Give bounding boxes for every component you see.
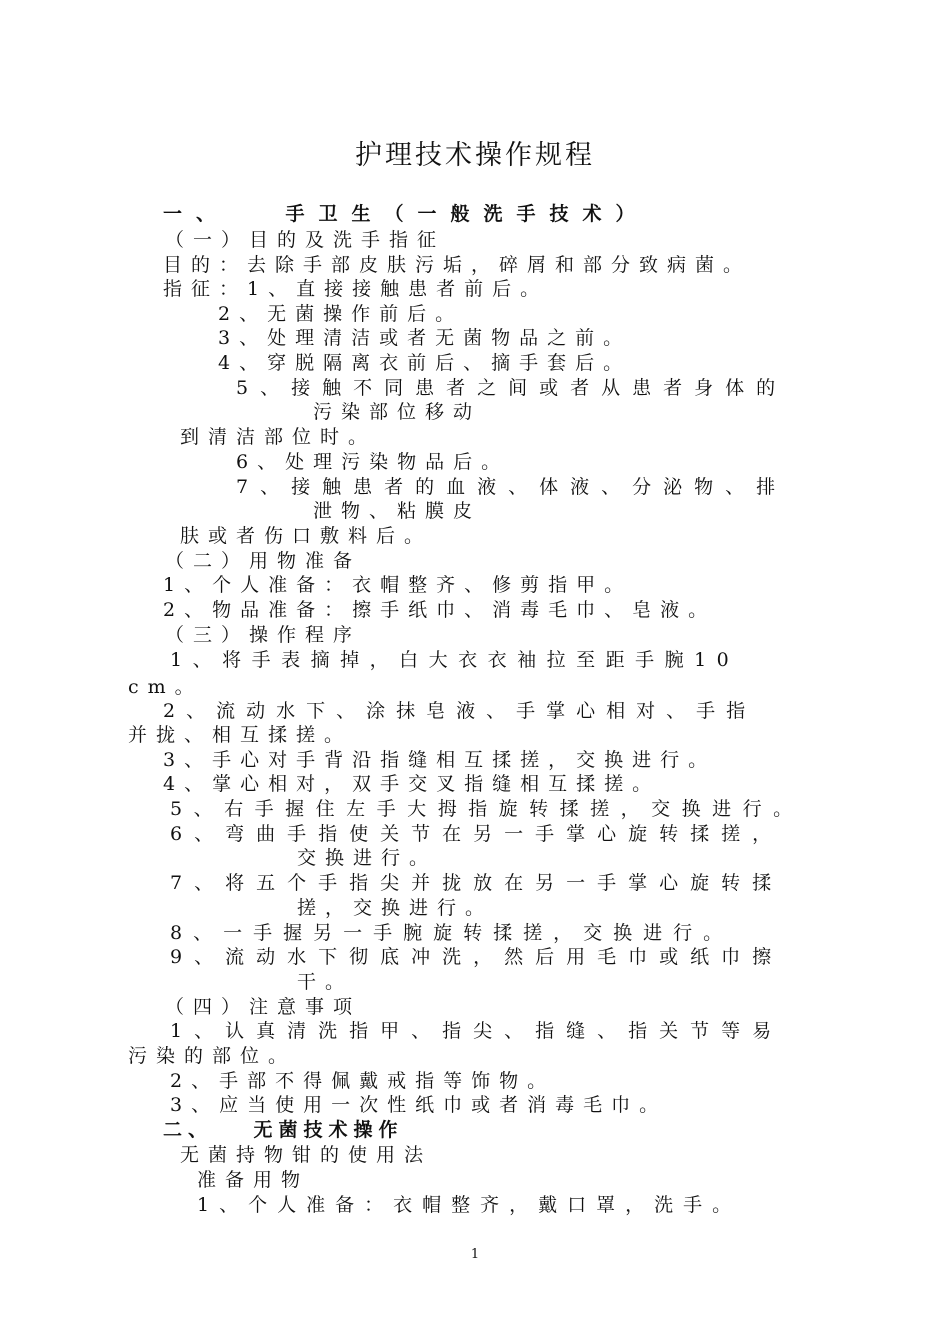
text-line: 污染部位移动 — [313, 401, 482, 423]
text-line: 准备用物 — [197, 1169, 310, 1191]
text-line: 肤或者伤口敷料后。 — [180, 525, 433, 547]
section-heading-1: 一、 手卫生（一般洗手技术） — [163, 203, 649, 225]
text-line: 4、掌心相对，双手交叉指缝相互揉搓。 — [163, 773, 661, 795]
text-line: 交换进行。 — [297, 847, 438, 869]
page-number: 1 — [470, 1247, 480, 1262]
text-line: 泄物、粘膜皮 — [313, 500, 482, 522]
text-line: 1、将手表摘掉，白大衣衣袖拉至距手腕10 — [170, 649, 740, 671]
text-line: 搓，交换进行。 — [297, 897, 494, 919]
text-line: 5、接触不同患者之间或者从患者身体的 — [236, 377, 788, 399]
text-line: 无菌持物钳的使用法 — [180, 1144, 433, 1166]
text-line: 6、处理污染物品后。 — [236, 451, 510, 473]
subsection-heading: （三）操作程序 — [165, 624, 362, 646]
subsection-heading: （一）目的及洗手指征 — [165, 229, 446, 251]
subsection-heading: （四）注意事项 — [165, 996, 362, 1018]
text-line: 并拢、相互揉搓。 — [128, 724, 353, 746]
text-line: 指征：1、直接接触患者前后。 — [163, 278, 549, 300]
text-line: 3、处理清洁或者无菌物品之前。 — [218, 327, 632, 349]
text-line: 8、一手握另一手腕旋转揉搓，交换进行。 — [170, 922, 734, 944]
text-line: 3、手心对手背沿指缝相互揉搓，交换进行。 — [163, 749, 717, 771]
text-line: 污染的部位。 — [128, 1045, 297, 1067]
text-line: 7、接触患者的血液、体液、分泌物、排 — [236, 476, 788, 498]
text-line: 到清洁部位时。 — [180, 426, 377, 448]
text-line: 2、流动水下、涂抹皂液、手掌心相对、手指 — [163, 700, 757, 722]
text-line: 2、物品准备：擦手纸巾、消毒毛巾、皂液。 — [163, 599, 717, 621]
text-line: 1、个人准备：衣帽整齐，戴口罩，洗手。 — [197, 1194, 742, 1216]
text-line: 5、右手握住左手大拇指旋转揉搓，交换进行。 — [170, 798, 804, 820]
text-line: 6、弯曲手指使关节在另一手掌心旋转揉搓， — [170, 823, 784, 845]
text-line: 目的：去除手部皮肤污垢，碎屑和部分致病菌。 — [163, 254, 752, 276]
text-line: 9、流动水下彻底冲洗，然后用毛巾或纸巾擦 — [170, 946, 784, 968]
document-title: 护理技术操作规程 — [355, 140, 595, 171]
subsection-heading: （二）用物准备 — [165, 550, 362, 572]
text-line: cm。 — [128, 676, 203, 698]
section-heading-2: 二、 无菌技术操作 — [163, 1119, 404, 1141]
text-line: 3、应当使用一次性纸巾或者消毒毛巾。 — [170, 1094, 668, 1116]
text-line: 7、将五个手指尖并拢放在另一手掌心旋转揉 — [170, 872, 784, 894]
text-line: 干。 — [297, 971, 354, 993]
text-line: 2、无菌操作前后。 — [218, 303, 464, 325]
text-line: 1、认真清洗指甲、指尖、指缝、指关节等易 — [170, 1020, 784, 1042]
text-line: 1、个人准备：衣帽整齐、修剪指甲。 — [163, 574, 633, 596]
text-line: 2、手部不得佩戴戒指等饰物。 — [170, 1070, 556, 1092]
text-line: 4、穿脱隔离衣前后、摘手套后。 — [218, 352, 632, 374]
